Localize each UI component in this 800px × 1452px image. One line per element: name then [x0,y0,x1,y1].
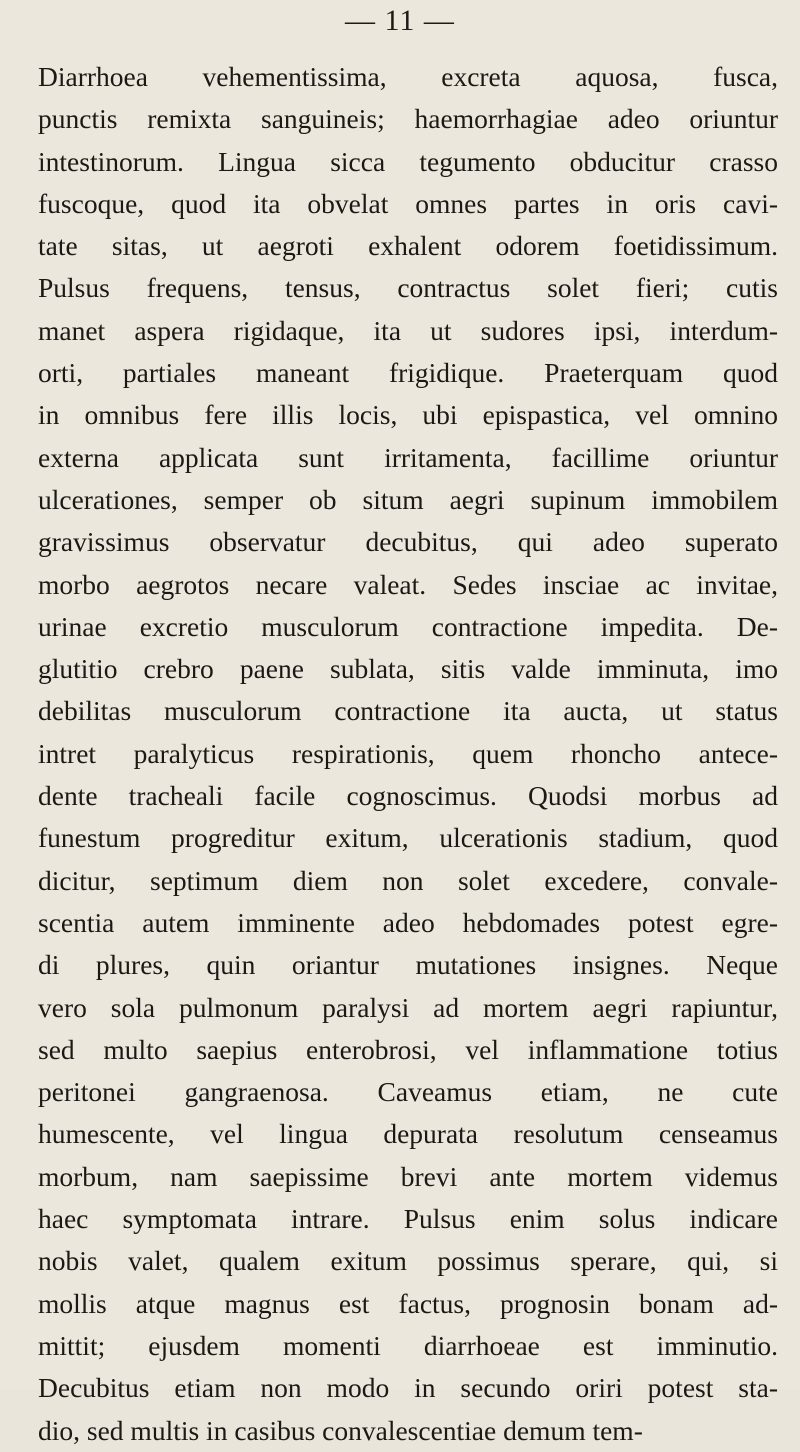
text-line: di plures, quin oriantur mutationes insignes. Neque [38,949,778,981]
text-line: debilitas musculorum contractione ita aucta, ut status [38,695,778,727]
text-line: dio, sed multis in casibus convalescentiae demum tem- [38,1414,643,1446]
text-line: Diarrhoea vehementissima, excreta aquosa, fusca, [38,61,778,92]
text-line: punctis remixta sanguineis; haemorrhagiae adeo oriuntur [38,103,778,135]
text-line: in omnibus fere illis locis, ubi epispastica, vel omnino [38,399,778,431]
text-line: haec symptomata intrare. Pulsus enim solus indicare [38,1203,778,1235]
text-line: orti, partiales maneant frigidique. Praeterquam quod [38,357,778,389]
text-line: nobis valet, qualem exitum possimus sperare, qui, si [38,1245,778,1277]
text-line: morbo aegrotos necare valeat. Sedes insciae ac invitae, [38,568,778,600]
text-line: externa applicata sunt irritamenta, facillime oriuntur [38,441,778,473]
text-line: Decubitus etiam non modo in secundo oriri potest sta- [38,1372,778,1404]
text-line: peritonei gangraenosa. Caveamus etiam, ne cute [38,1076,778,1108]
text-line: mittit; ejusdem momenti diarrhoeae est imminutio. [38,1329,778,1361]
body-text [38,56,778,1452]
text-line: dente tracheali facile cognoscimus. Quodsi morbus ad [38,780,778,812]
text-line: tate sitas, ut aegroti exhalent odorem foetidissimum. [38,230,778,262]
text-line: Pulsus frequens, tensus, contractus solet fieri; cutis [38,272,778,304]
text-line: ulcerationes, semper ob situm aegri supinum immobilem [38,483,778,515]
text-line: sed multo saepius enterobrosi, vel inflammatione totius [38,1033,778,1065]
text-line: dicitur, septimum diem non solet excedere, convale- [38,864,778,896]
text-line: manet aspera rigidaque, ita ut sudores ipsi, interdum- [38,314,778,346]
text-line: morbum, nam saepissime brevi ante mortem videmus [38,1160,778,1192]
text-line: vero sola pulmonum paralysi ad mortem aegri rapiuntur, [38,991,778,1023]
text-line: glutitio crebro paene sublata, sitis valde imminuta, imo [38,653,778,685]
text-line: urinae excretio musculorum contractione impedita. De- [38,610,778,642]
text-line: intestinorum. Lingua sicca tegumento obducitur crasso [38,145,778,177]
text-line: intret paralyticus respirationis, quem rhoncho antece- [38,737,778,769]
text-line: humescente, vel lingua depurata resolutum censeamus [38,1118,778,1150]
text-line: scentia autem imminente adeo hebdomades potest egre- [38,906,778,938]
text-line: funestum progreditur exitum, ulcerationis stadium, quod [38,822,778,854]
text-line: gravissimus observatur decubitus, qui adeo superato [38,526,778,558]
page-number-header: — 11 — [345,4,455,37]
text-line: mollis atque magnus est factus, prognosin bonam ad- [38,1287,778,1319]
text-line: fuscoque, quod ita obvelat omnes partes in oris cavi- [38,187,778,219]
